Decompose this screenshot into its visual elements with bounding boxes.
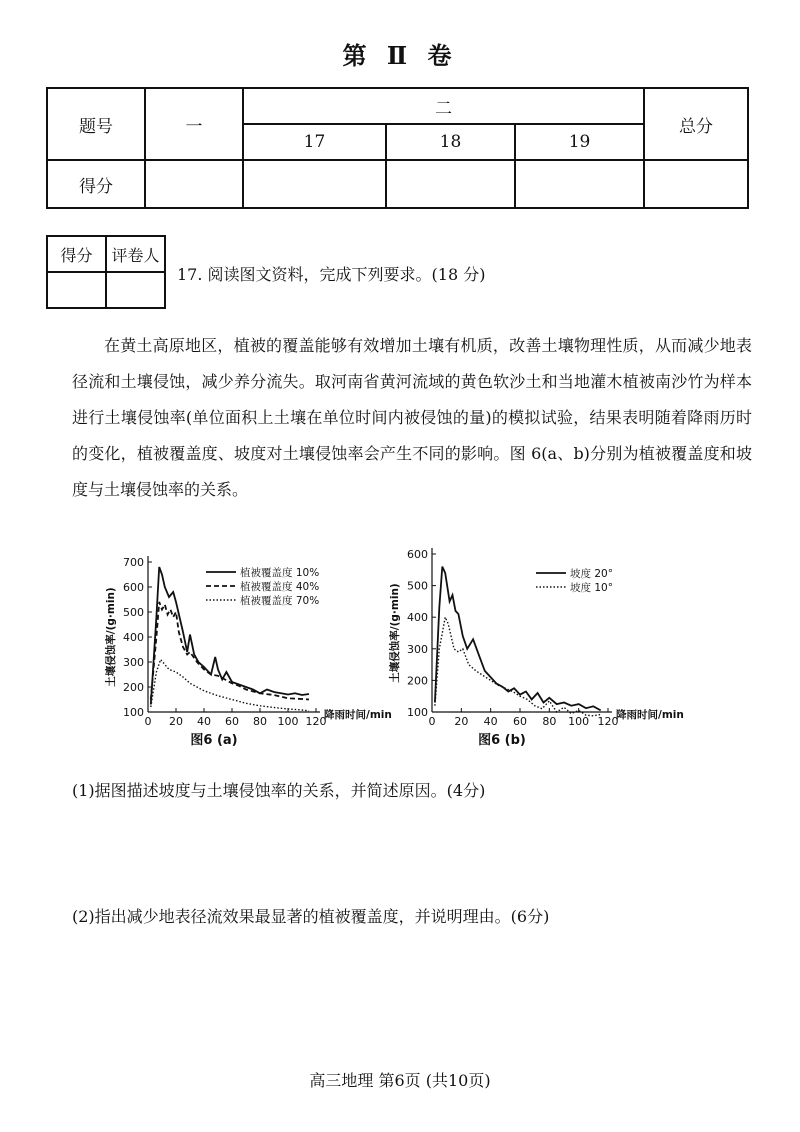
- x-tick-label: 60: [225, 715, 239, 728]
- y-tick-label: 600: [407, 548, 428, 561]
- y-tick-label: 300: [407, 642, 428, 656]
- chart-a: [104, 556, 392, 748]
- question-17-heading: 17. 阅读图文资料，完成下列要求。(18 分): [177, 265, 486, 284]
- x-axis-label: 降雨时间/min: [616, 709, 684, 721]
- score-table-q19: 19: [515, 124, 644, 160]
- y-axis-label: 土壤侵蚀率/(g·min): [105, 587, 117, 687]
- y-axis-label: 土壤侵蚀率/(g·min): [389, 583, 401, 683]
- x-tick-label: 100: [568, 715, 590, 728]
- x-tick-label: 80: [542, 715, 557, 728]
- score-table-header-part1: 一: [145, 88, 243, 160]
- passage-text: 在黄土高原地区，植被的覆盖能够有效增加土壤有机质，改善土壤物理性质，从而减少地表径流和土壤侵蚀，减少养分流失。取河南省黄河流域的黄色软沙土和当地灌木植被南沙竹为样本进行土壤侵蚀率(单位面积上土壤在单位时间内被侵蚀的量)的模拟试验，结果表明随着降雨历时的变化，植被覆盖度、坡度对土壤侵蚀率会产生不同的影响。图 6(a、b)分别为植被覆盖度和坡度与土壤侵蚀率的关系。: [72, 336, 752, 499]
- score-cell-q19[interactable]: [515, 160, 644, 208]
- grader-box: [46, 235, 166, 309]
- grader-box-grader-label: 评卷人: [106, 236, 165, 272]
- legend-label: 植被覆盖度 40%: [240, 581, 320, 593]
- score-cell-q18[interactable]: [386, 160, 515, 208]
- y-tick-label: 600: [123, 581, 144, 594]
- score-table-row-label: 得分: [47, 160, 145, 208]
- y-tick-label: 500: [407, 579, 428, 593]
- x-tick-label: 100: [277, 715, 299, 728]
- sub-question-1: (1)据图描述坡度与土壤侵蚀率的关系，并简述原因。(4分): [72, 781, 486, 800]
- grader-box-grader-cell[interactable]: [106, 272, 165, 308]
- grader-box-score-label: 得分: [47, 236, 106, 272]
- x-tick-label: 40: [483, 715, 498, 728]
- y-tick-label: 200: [123, 681, 144, 694]
- series-line: [151, 602, 309, 700]
- y-tick-label: 700: [123, 556, 144, 569]
- score-table-header-title: 题号: [47, 88, 145, 160]
- x-tick-label: 20: [169, 715, 183, 728]
- x-tick-label: 60: [513, 715, 527, 728]
- series-line: [435, 617, 601, 716]
- x-tick-label: 20: [454, 715, 469, 728]
- score-table: [46, 87, 749, 209]
- score-table-q18: 18: [386, 124, 515, 160]
- y-tick-label: 400: [407, 611, 428, 625]
- chart-caption: 图6 (a): [190, 733, 238, 748]
- x-tick-label: 0: [428, 715, 436, 728]
- y-tick-label: 100: [123, 706, 144, 719]
- figure-6-charts: [0, 540, 800, 770]
- x-tick-label: 40: [197, 715, 211, 728]
- grader-box-score-cell[interactable]: [47, 272, 106, 308]
- score-cell-part1[interactable]: [145, 160, 243, 208]
- series-line: [151, 660, 309, 711]
- score-table-header-part2: 二: [243, 88, 644, 124]
- x-tick-label: 0: [144, 715, 152, 728]
- score-cell-total[interactable]: [644, 160, 748, 208]
- y-tick-label: 200: [407, 674, 428, 688]
- score-table-header-total: 总分: [644, 88, 748, 160]
- x-axis-label: 降雨时间/min: [324, 709, 392, 721]
- y-tick-label: 400: [123, 631, 144, 644]
- score-table-q17: 17: [243, 124, 386, 160]
- legend-label: 坡度 20°: [570, 568, 613, 580]
- reading-passage: [72, 328, 752, 508]
- score-cell-q17[interactable]: [243, 160, 386, 208]
- legend-label: 植被覆盖度 10%: [240, 567, 320, 579]
- page-footer: 高三地理 第6页 (共10页): [309, 1071, 491, 1090]
- x-tick-label: 80: [253, 715, 267, 728]
- y-tick-label: 100: [407, 706, 428, 719]
- sub-question-2: (2)指出减少地表径流效果最显著的植被覆盖度，并说明理由。(6分): [72, 907, 550, 926]
- legend-label: 植被覆盖度 70%: [240, 595, 320, 607]
- chart-caption: 图6 (b): [478, 733, 526, 748]
- x-tick-label: 120: [597, 715, 619, 728]
- legend-label: 坡度 10°: [570, 582, 613, 594]
- chart-b: [388, 548, 684, 748]
- x-tick-label: 120: [305, 715, 327, 728]
- volume-title: 第 Ⅱ 卷: [342, 41, 458, 70]
- y-tick-label: 500: [123, 606, 144, 619]
- y-tick-label: 300: [123, 656, 144, 669]
